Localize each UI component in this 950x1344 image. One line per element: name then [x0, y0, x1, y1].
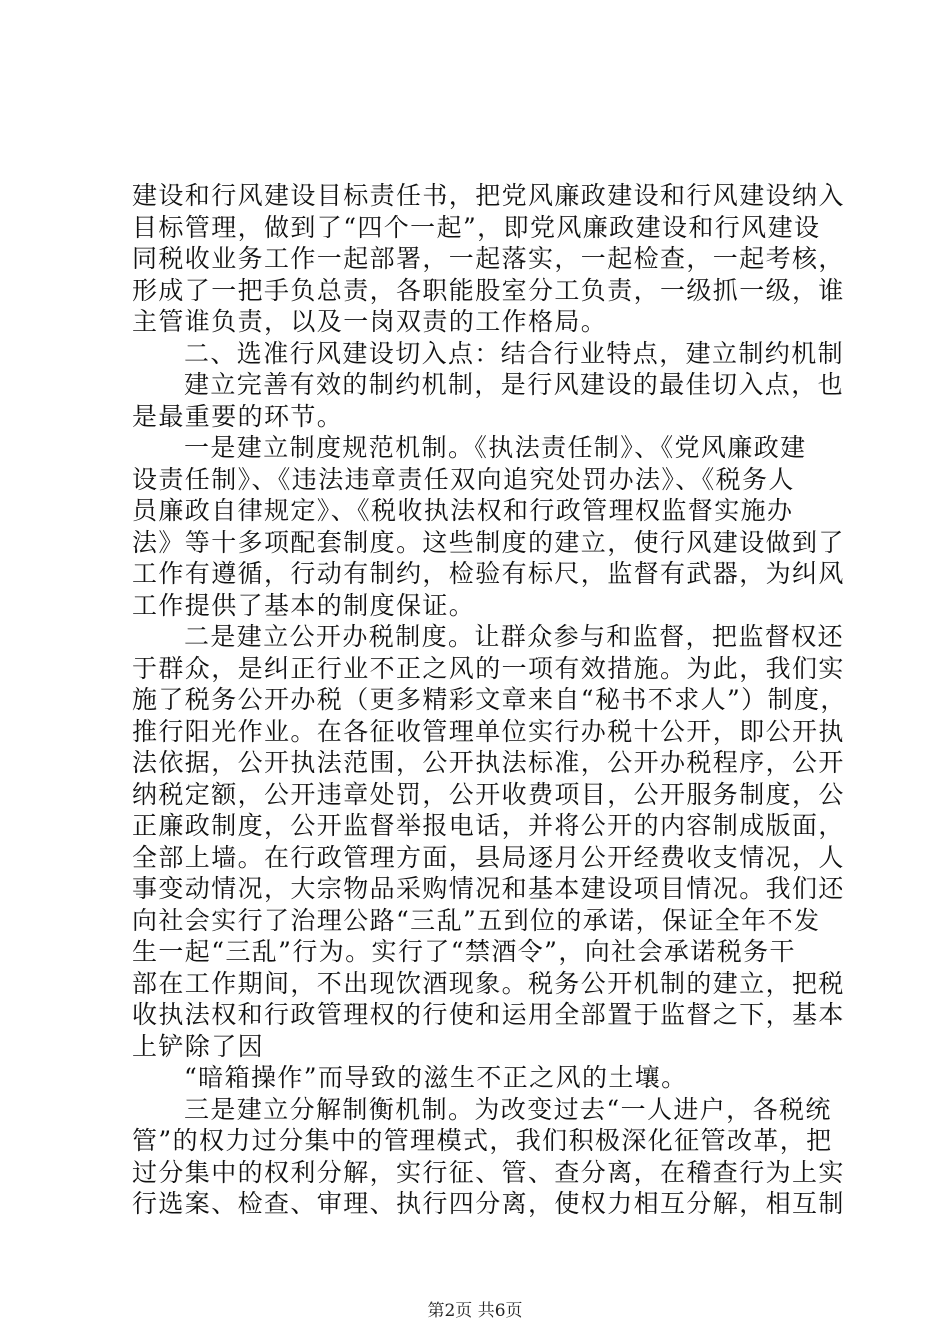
text-line: 推行阳光作业。在各征收管理单位实行办税十公开，即公开执: [132, 716, 845, 746]
text-line: 全部上墙。在行政管理方面，县局逐月公开经费收支情况，人: [132, 842, 845, 872]
section-heading: 二、选准行风建设切入点：结合行业特点，建立制约机制: [184, 338, 845, 368]
text-line: 建立完善有效的制约机制，是行风建设的最佳切入点，也: [184, 370, 845, 399]
text-line: 向社会实行了治理公路“三乱”五到位的承诺，保证全年不发: [132, 905, 821, 935]
text-line: 一是建立制度规范机制。《执法责任制》、《党风廉政建: [184, 433, 807, 462]
text-line: 行选案、检查、审理、执行四分离，使权力相互分解，相互制: [132, 1189, 845, 1218]
text-line: 法依据，公开执法范围，公开执法标准，公开办税程序，公开: [132, 748, 845, 777]
text-line: 主管谁负责，以及一岗双责的工作格局。: [132, 307, 608, 336]
text-line: 员廉政自律规定》、《税收执法权和行政管理权监督实施办: [132, 496, 794, 525]
text-line: 正廉政制度，公开监督举报电话，并将公开的内容制成版面，: [132, 811, 845, 840]
text-line: 工作有遵循，行动有制约，检验有标尺，监督有武器，为纠风: [132, 559, 845, 588]
text-line: 收执法权和行政管理权的行使和运用全部置于监督之下，基本: [132, 1000, 845, 1029]
text-line: 生一起“三乱”行为。实行了“禁酒令”，向社会承诺税务干: [132, 937, 796, 966]
text-line: “暗箱操作”而导致的滋生不正之风的土壤。: [184, 1063, 688, 1092]
text-line: 工作提供了基本的制度保证。: [132, 590, 476, 620]
text-line: 形成了一把手负总责，各职能股室分工负责，一级抓一级，谁: [132, 275, 845, 305]
text-line: 三是建立分解制衡机制。为改变过去“一人进户，各税统: [184, 1094, 832, 1124]
text-line: 二是建立公开办税制度。让群众参与和监督，把监督权还: [184, 622, 845, 651]
text-line: 于群众，是纠正行业不正之风的一项有效措施。为此，我们实: [132, 653, 845, 683]
text-line: 施了税务公开办税（更多精彩文章来自“秘书不求人”）制度，: [132, 685, 847, 714]
text-line: 目标管理，做到了“四个一起”，即党风廉政建设和行风建设: [132, 212, 821, 242]
text-line: 同税收业务工作一起部署，一起落实，一起检查，一起考核，: [132, 244, 845, 273]
text-line: 纳税定额，公开违章处罚，公开收费项目，公开服务制度，公: [132, 779, 845, 809]
page-number-footer: 第2页 共6页: [427, 1301, 523, 1321]
text-line: 过分集中的权利分解，实行征、管、查分离，在稽查行为上实: [132, 1157, 845, 1187]
text-line: 上铲除了因: [132, 1031, 265, 1061]
text-line: 设责任制》、《违法违章责任双向追究处罚办法》、《税务人: [132, 464, 795, 494]
text-line: 部在工作期间，不出现饮酒现象。税务公开机制的建立，把税: [132, 968, 845, 998]
text-line: 事变动情况，大宗物品采购情况和基本建设项目情况。我们还: [132, 874, 845, 903]
text-line: 法》等十多项配套制度。这些制度的建立，使行风建设做到了: [132, 527, 845, 557]
text-line: 建设和行风建设目标责任书，把党风廉政建设和行风建设纳入: [132, 181, 845, 210]
document-body: [132, 180, 847, 1220]
text-line: 是最重要的环节。: [132, 401, 344, 431]
text-line: 管”的权力过分集中的管理模式，我们积极深化征管改革，把: [132, 1126, 833, 1155]
